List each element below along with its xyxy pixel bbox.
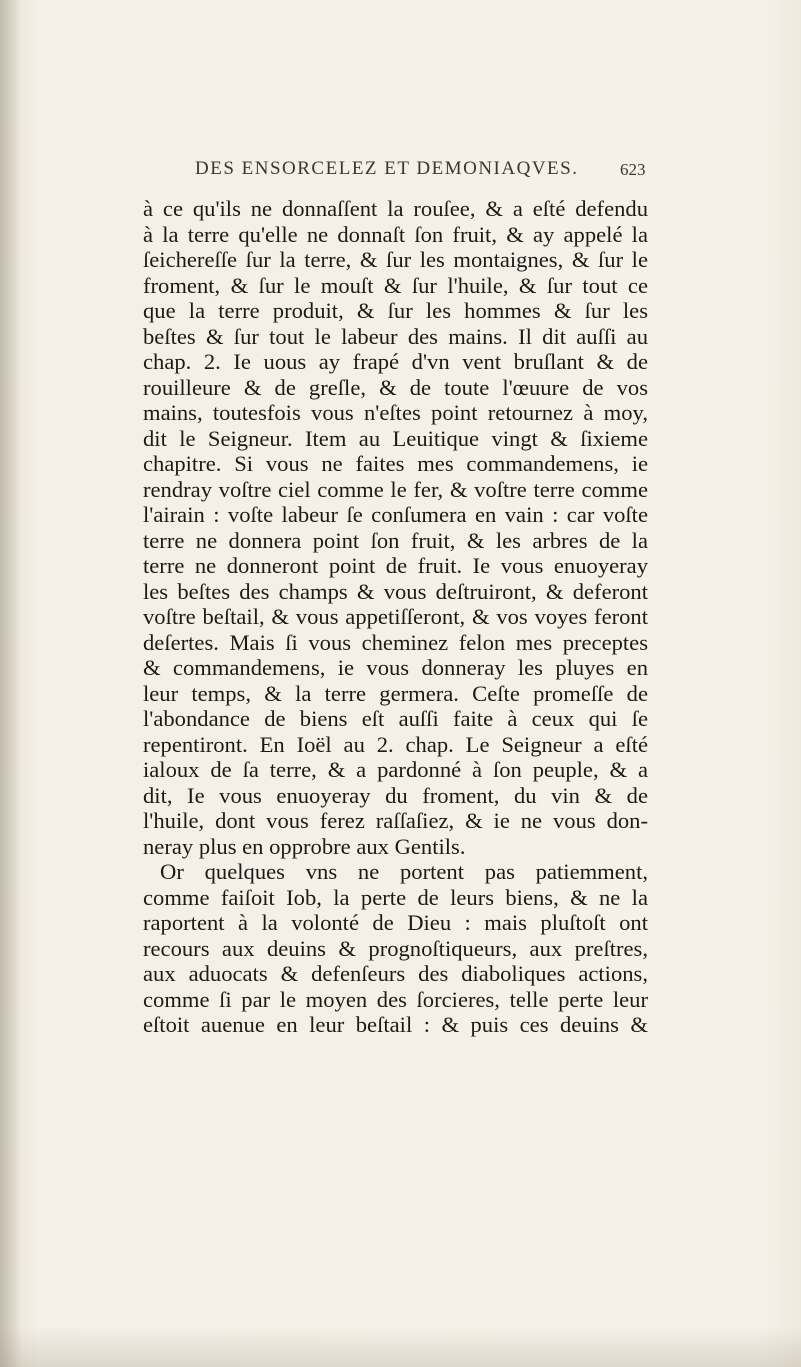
- text-line: dit, Ie vous enuoyeray du froment, du vin & de: [143, 782, 648, 808]
- text-line: ſeichereſſe ſur la terre, & ſur les montaignes, & ſur le: [143, 247, 648, 272]
- text-line: les beſtes des champs & vous deſtruiront, & deferont: [143, 578, 648, 604]
- gutter-shadow: [0, 0, 22, 1367]
- running-title: DES ENSORCELEZ ET DEMONIAQVES.: [195, 158, 579, 179]
- text-line: terre ne donnera point ſon fruit, & les arbres de la: [143, 527, 648, 553]
- text-line: dit le Seigneur. Item au Leuitique vingt & ſixieme: [143, 425, 648, 451]
- text-line: rouilleure & de greſle, & de toute l'œuure de vos: [143, 374, 648, 400]
- text-line: que la terre produit, & ſur les hommes & ſur les: [143, 298, 648, 323]
- body-text: [143, 196, 648, 1038]
- text-line: comme ſi par le moyen des ſorcieres, telle perte leur: [143, 986, 648, 1012]
- text-line: mains, toutesfois vous n'eſtes point retournez à moy,: [143, 400, 648, 425]
- page-number: 623: [620, 160, 646, 179]
- text-line: aux aduocats & defenſeurs des diaboliques actions,: [143, 961, 648, 986]
- page-stain: [0, 1327, 801, 1367]
- text-line: beſtes & ſur tout le labeur des mains. Il dit auſſi au: [143, 323, 648, 349]
- text-line: & commandemens, ie vous donneray les pluyes en: [143, 655, 648, 680]
- text-line: à la terre qu'elle ne donnaſt ſon fruit, & ay appelé la: [143, 221, 648, 247]
- text-line: deſertes. Mais ſi vous cheminez felon mes preceptes: [143, 629, 648, 655]
- text-line: l'abondance de biens eſt auſſi faite à ceux qui ſe: [143, 706, 648, 731]
- text-line: terre ne donneront point de fruit. Ie vous enuoyeray: [143, 553, 648, 578]
- text-line: eſtoit auenue en leur beſtail : & puis ces deuins &: [143, 1012, 648, 1037]
- text-line: à ce qu'ils ne donnaſſent la rouſee, & a eſté defendu: [143, 196, 648, 221]
- text-line: chap. 2. Ie uous ay frapé d'vn vent bruſlant & de: [143, 349, 648, 374]
- text-line: voſtre beſtail, & vous appetiſſeront, & vos voyes feront: [143, 604, 648, 629]
- text-line: l'airain : voſte labeur ſe conſumera en vain : car voſte: [143, 502, 648, 527]
- text-line: chapitre. Si vous ne faites mes commandemens, ie: [143, 451, 648, 476]
- text-line: rendray voſtre ciel comme le fer, & voſtre terre comme: [143, 476, 648, 502]
- text-line: l'huile, dont vous ferez raſſaſiez, & ie ne vous don-: [143, 808, 648, 833]
- text-line: comme faiſoit Iob, la perte de leurs biens, & ne la: [143, 884, 648, 910]
- text-line: ialoux de ſa terre, & a pardonné à ſon peuple, & a: [143, 757, 648, 782]
- text-line: repentiront. En Ioël au 2. chap. Le Seigneur a eſté: [143, 731, 648, 757]
- text-line: leur temps, & la terre germera. Ceſte promeſſe de: [143, 680, 648, 706]
- paragraph-start-line: Or quelques vns ne portent pas patiemment,: [160, 859, 648, 884]
- text-line: raportent à la volonté de Dieu : mais pluſtoſt ont: [143, 910, 648, 935]
- text-line: froment, & ſur le mouſt & ſur l'huile, & ſur tout ce: [143, 272, 648, 298]
- text-line: neray plus en opprobre aux Gentils.: [143, 833, 466, 859]
- text-line: recours aux deuins & prognoſtiqueurs, aux preſtres,: [143, 935, 648, 961]
